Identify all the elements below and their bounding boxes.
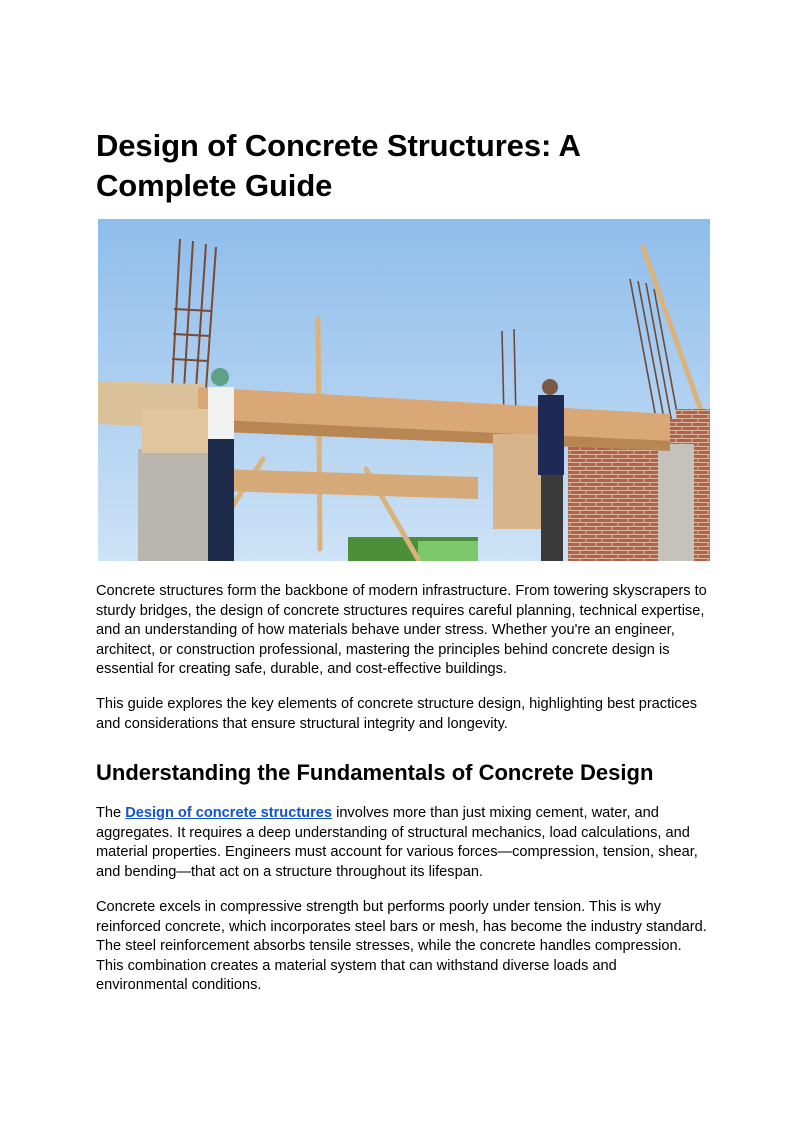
fundamentals-prefix: The bbox=[96, 805, 126, 821]
worker-right bbox=[538, 379, 564, 561]
fundamentals-suffix: involves more than just mixing cement, water, and aggregates. It requires a deep understanding of structural mechanics, load calculations, and material properties. Engineers must account for various forces—compression, tension, shear, and bending—that act on a structure throughout its lifespan. bbox=[96, 805, 698, 880]
concrete-column-right bbox=[658, 444, 694, 561]
document-title: Design of Concrete Structures: A Complete Guide bbox=[96, 128, 580, 203]
guide-paragraph: This guide explores the key elements of concrete structure design, highlighting best practices and considerations that ensure structural integrity and longevity. bbox=[96, 696, 698, 732]
construction-site-photo bbox=[98, 219, 710, 561]
fundamentals-paragraph bbox=[96, 804, 712, 882]
concrete-column-left bbox=[138, 449, 210, 561]
intro-paragraph: Concrete structures form the backbone of modern infrastructure. From towering skyscrapers to sturdy bridges, the design of concrete structures requires careful planning, technical expertise, and an understanding of how materials behave under stress. Whether you're an engineer, architect, or construction professional, mastering the principles behind concrete design is essential for creating safe, durable, and cost-effective buildings. bbox=[96, 583, 707, 677]
reinforced-concrete-paragraph: Concrete excels in compressive strength but performs poorly under tension. This is why reinforced concrete, which incorporates steel bars or mesh, has become the industry standard. The steel reinforcement absorbs tensile stresses, while the concrete handles compression. This combination creates a material system that can withstand diverse loads and environmental conditions. bbox=[96, 899, 707, 993]
construction-illustration bbox=[98, 219, 710, 561]
design-of-concrete-structures-link[interactable]: Design of concrete structures bbox=[125, 805, 333, 821]
section-heading-fundamentals: Understanding the Fundamentals of Concrete Design bbox=[96, 760, 654, 785]
green-building bbox=[418, 541, 478, 561]
worker-left bbox=[208, 368, 234, 561]
